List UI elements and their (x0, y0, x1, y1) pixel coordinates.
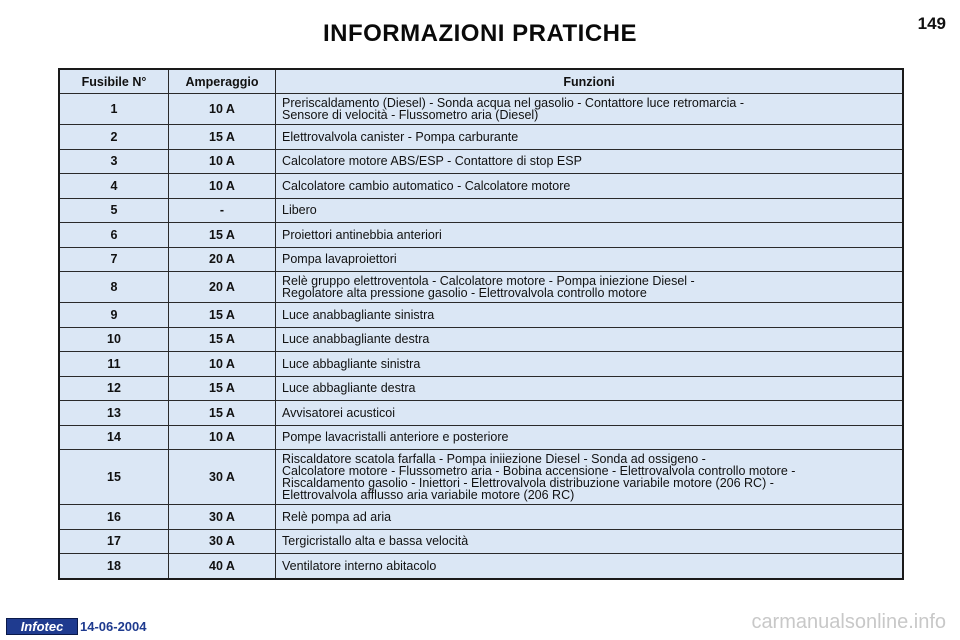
header-functions: Funzioni (276, 69, 904, 94)
amperage-cell: 15 A (169, 376, 276, 401)
fuse-number-cell: 14 (59, 425, 169, 450)
amperage-cell: 30 A (169, 529, 276, 554)
fuse-number-cell: 8 (59, 272, 169, 303)
watermark-text: carmanualsonline.info (751, 611, 946, 633)
table-row (59, 401, 903, 426)
functions-cell (276, 554, 904, 579)
page-title: INFORMAZIONI PRATICHE (322, 20, 638, 47)
amperage-cell: 15 A (169, 303, 276, 328)
functions-cell (276, 94, 904, 125)
infotec-logo: Infotec (6, 618, 78, 635)
table-row (59, 149, 903, 174)
table-row (59, 174, 903, 199)
function-line: Regolatore alta pressione gasolio - Elettrovalvola controllo motore (282, 286, 647, 300)
functions-cell (276, 149, 904, 174)
function-line: Elettrovalvola afflusso aria variabile motore (206 RC) (282, 488, 575, 502)
functions-cell (276, 529, 904, 554)
function-line: Luce abbagliante destra (282, 381, 416, 396)
amperage-cell: 15 A (169, 401, 276, 426)
amperage-cell: 10 A (169, 174, 276, 199)
amperage-cell: 10 A (169, 425, 276, 450)
amperage-cell: 20 A (169, 247, 276, 272)
fuse-number-cell: 18 (59, 554, 169, 579)
table-row (59, 554, 903, 579)
amperage-cell: 20 A (169, 272, 276, 303)
amperage-cell: 10 A (169, 94, 276, 125)
functions-cell (276, 376, 904, 401)
functions-cell (276, 247, 904, 272)
functions-cell (276, 505, 904, 530)
function-line: Tergicristallo alta e bassa velocità (282, 534, 469, 549)
table-row (59, 376, 903, 401)
amperage-cell: 10 A (169, 149, 276, 174)
table-row (59, 272, 903, 303)
functions-cell (276, 401, 904, 426)
functions-cell (276, 425, 904, 450)
amperage-cell: 10 A (169, 352, 276, 377)
table-row (59, 223, 903, 248)
functions-cell (276, 223, 904, 248)
fuse-number-cell: 4 (59, 174, 169, 199)
fuse-number-cell: 6 (59, 223, 169, 248)
table-row (59, 352, 903, 377)
table-row (59, 247, 903, 272)
amperage-cell: 15 A (169, 327, 276, 352)
fuse-number-cell: 12 (59, 376, 169, 401)
table-row (59, 425, 903, 450)
function-line: Relè pompa ad aria (282, 509, 392, 524)
fuse-number-cell: 16 (59, 505, 169, 530)
table-row (59, 327, 903, 352)
fuse-table (58, 68, 904, 580)
functions-cell (276, 450, 904, 505)
fuse-number-cell: 5 (59, 198, 169, 223)
functions-cell (276, 272, 904, 303)
functions-cell (276, 125, 904, 150)
function-line: Pompe lavacristalli anteriore e posteriore (282, 430, 509, 445)
table-row (59, 303, 903, 328)
functions-cell (276, 303, 904, 328)
functions-cell (276, 327, 904, 352)
fuse-number-cell: 17 (59, 529, 169, 554)
function-line: Riscaldatore scatola farfalla - Pompa iniiezione Diesel - Sonda ad ossigeno - (282, 452, 706, 466)
functions-cell (276, 352, 904, 377)
fuse-number-cell: 7 (59, 247, 169, 272)
function-line: Calcolatore motore ABS/ESP - Contattore di stop ESP (282, 154, 582, 169)
fuse-number-cell: 9 (59, 303, 169, 328)
function-line: Relè gruppo elettroventola - Calcolatore motore - Pompa iniezione Diesel - (282, 274, 695, 288)
footer-date: 14-06-2004 (80, 619, 147, 634)
table-row (59, 94, 903, 125)
table-row (59, 198, 903, 223)
fuse-number-cell: 1 (59, 94, 169, 125)
page-number: 149 (917, 14, 946, 33)
function-line: Luce abbagliante sinistra (282, 356, 421, 371)
functions-cell (276, 174, 904, 199)
function-line: Luce anabbagliante sinistra (282, 307, 435, 322)
amperage-cell: 30 A (169, 450, 276, 505)
table-row (59, 450, 903, 505)
function-line: Avvisatorei acusticoi (282, 405, 396, 420)
amperage-cell: - (169, 198, 276, 223)
function-line: Elettrovalvola canister - Pompa carburante (282, 129, 519, 144)
function-line: Libero (282, 203, 317, 218)
fuse-number-cell: 3 (59, 149, 169, 174)
function-line: Calcolatore cambio automatico - Calcolatore motore (282, 178, 571, 193)
amperage-cell: 15 A (169, 125, 276, 150)
function-line: Preriscaldamento (Diesel) - Sonda acqua nel gasolio - Contattore luce retromarcia - (282, 96, 745, 110)
amperage-cell: 15 A (169, 223, 276, 248)
table-row (59, 529, 903, 554)
fuse-number-cell: 13 (59, 401, 169, 426)
functions-cell (276, 198, 904, 223)
fuse-number-cell: 10 (59, 327, 169, 352)
function-line: Proiettori antinebbia anteriori (282, 227, 442, 242)
amperage-cell: 40 A (169, 554, 276, 579)
fuse-number-cell: 15 (59, 450, 169, 505)
header-fuse-number: Fusibile N° (59, 69, 169, 94)
function-line: Pompa lavaproiettori (282, 252, 397, 267)
function-line: Calcolatore motore - Flussometro aria - Bobina accensione - Elettrovalvola controllo motore - (282, 464, 796, 478)
table-row (59, 505, 903, 530)
function-line: Luce anabbagliante destra (282, 332, 430, 347)
table-body (59, 94, 903, 579)
function-line: Sensore di velocità - Flussometro aria (Diesel) (282, 108, 539, 122)
table-row (59, 125, 903, 150)
header-amperage: Amperaggio (169, 69, 276, 94)
amperage-cell: 30 A (169, 505, 276, 530)
fuse-number-cell: 2 (59, 125, 169, 150)
fuse-number-cell: 11 (59, 352, 169, 377)
table-header-row (59, 69, 903, 94)
function-line: Ventilatore interno abitacolo (282, 558, 437, 573)
function-line: Riscaldamento gasolio - Iniettori - Elettrovalvola distribuzione variabile motore (206 RC) - (282, 476, 774, 490)
